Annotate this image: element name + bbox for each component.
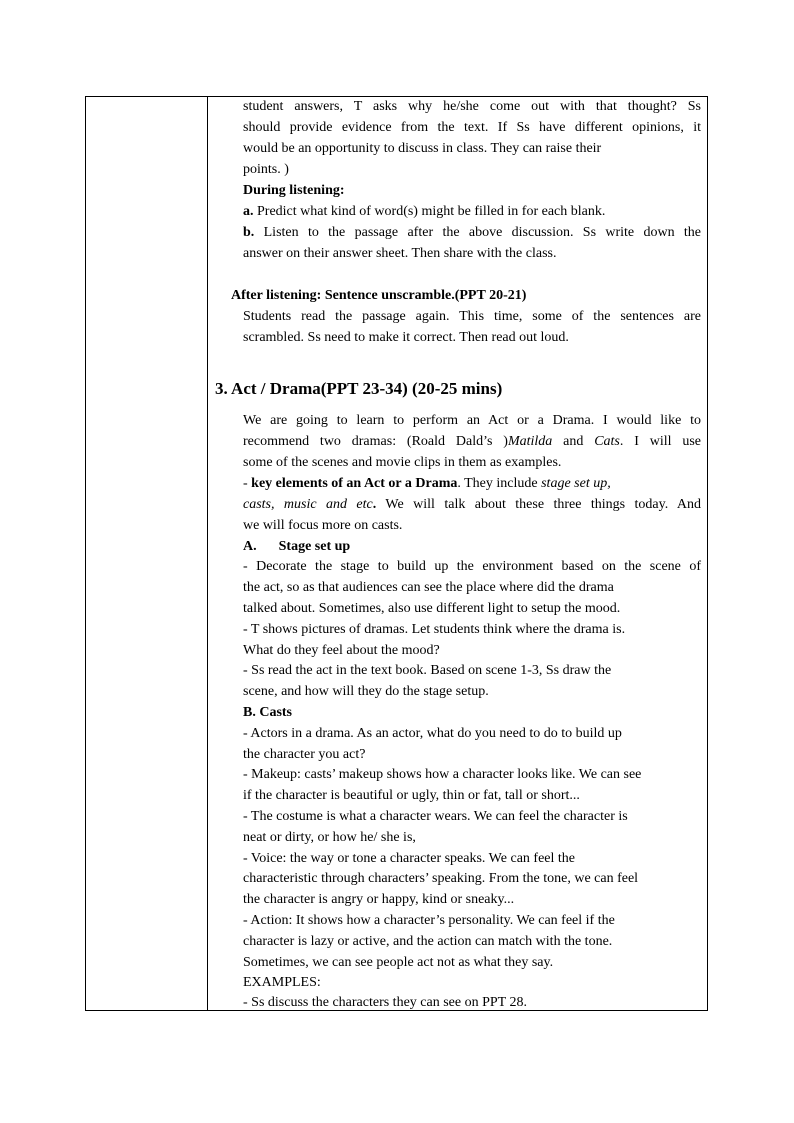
key-elements-italic: stage set up, (541, 476, 611, 491)
text-line: should provide evidence from the text. If Ss have different opinions, it (243, 120, 701, 135)
step-a-text: Predict what kind of word(s) might be filled in for each blank. (253, 204, 606, 219)
text-line: character is lazy or active, and the action can match with the tone. (243, 934, 613, 949)
dash: - (243, 476, 252, 491)
text-line: What do they feel about the mood? (243, 643, 440, 658)
stage-setup-heading (243, 539, 350, 555)
text-line: - The costume is what a character wears. We can feel the character is (243, 809, 628, 824)
step-b (243, 225, 701, 241)
text-line: Students read the passage again. This time, some of the sentences are (243, 309, 701, 324)
text-line: we will focus more on casts. (243, 518, 403, 533)
recommend-text: recommend two dramas: (Roald Dald’s ) (243, 434, 508, 449)
text-line: characteristic through characters’ speaking. From the tone, we can feel (243, 871, 639, 886)
text-line: - T shows pictures of dramas. Let students think where the drama is. (243, 622, 626, 637)
text-line: some of the scenes and movie clips in them as examples. (243, 455, 562, 470)
recommend-end: . I will use (619, 434, 702, 449)
text-line: the character you act? (243, 747, 366, 762)
key-elements-dot: . (372, 497, 377, 512)
section-3-heading: 3. Act / Drama(PPT 23-34) (20-25 mins) (215, 379, 503, 398)
text-line: - Action: It shows how a character’s personality. We can feel if the (243, 913, 615, 928)
text-line: would be an opportunity to discuss in class. They can raise their (243, 141, 602, 156)
text-line: - Ss discuss the characters they can see on PPT 28. (243, 995, 527, 1010)
text-line: neat or dirty, or how he/ she is, (243, 830, 416, 845)
during-listening-heading: During listening: (243, 183, 345, 198)
key-elements-bold: key elements of an Act or a Drama (251, 476, 458, 491)
key-elements-line-2 (243, 497, 701, 513)
casts-heading: B. Casts (243, 705, 293, 720)
text-line: scrambled. Ss need to make it correct. Then read out loud. (243, 330, 569, 345)
cats-title: Cats (594, 434, 620, 449)
key-elements-rest: We will talk about these three things today. And (376, 497, 701, 512)
text-line: - Ss read the act in the text book. Based on scene 1-3, Ss draw the (243, 663, 612, 678)
after-listening-heading: After listening: Sentence unscramble.(PPT 20-21) (231, 288, 527, 303)
and-text: and (552, 434, 595, 449)
text-line: talked about. Sometimes, also use different light to setup the mood. (243, 601, 621, 616)
text-line: scene, and how will they do the stage setup. (243, 684, 489, 699)
text-line: answer on their answer sheet. Then share with the class. (243, 246, 557, 261)
text-line: if the character is beautiful or ugly, thin or fat, tall or short... (243, 788, 580, 803)
text-line: - Actors in a drama. As an actor, what do you need to do to build up (243, 726, 622, 741)
stage-setup-label: A. (243, 539, 257, 554)
text-line: - Makeup: casts’ makeup shows how a character looks like. We can see (243, 767, 642, 782)
recommend-line (243, 434, 701, 450)
examples-label: EXAMPLES: (243, 975, 321, 990)
text-line: - Voice: the way or tone a character speaks. We can feel the (243, 851, 576, 866)
key-elements-mid: . They include (457, 476, 542, 491)
step-a (243, 204, 605, 220)
text-line: the character is angry or happy, kind or sneaky... (243, 892, 515, 907)
key-elements-italic-2: casts, music and etc (243, 497, 373, 512)
step-b-label: b. (243, 225, 255, 240)
matilda-title: Matilda (507, 434, 553, 449)
step-b-text: Listen to the passage after the above discussion. Ss write down the (254, 225, 701, 240)
text-line: the act, so as that audiences can see the place where did the drama (243, 580, 614, 595)
text-line: We are going to learn to perform an Act or a Drama. I would like to (243, 413, 701, 428)
text-line: Sometimes, we can see people act not as what they say. (243, 955, 554, 970)
text-line: student answers, T asks why he/she come out with that thought? Ss (243, 99, 701, 114)
text-line: - Decorate the stage to build up the environment based on the scene of (243, 559, 701, 574)
step-a-label: a. (243, 204, 254, 219)
left-column-cell (86, 97, 208, 1010)
stage-setup-title: Stage set up (278, 539, 351, 554)
text-line: points. ) (243, 162, 289, 177)
key-elements-line (243, 476, 611, 492)
